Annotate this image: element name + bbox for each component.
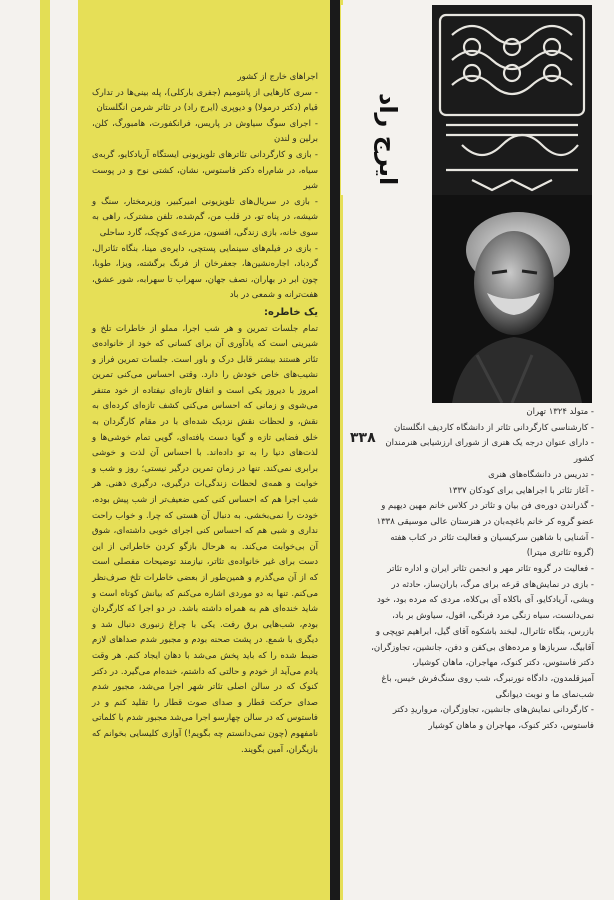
bio-item: - کارگردانی نمایش‌های جانشین، تجاوزگران، مرواریدِ دکتر فاستوس، دکتر کنوک، مهاجران و ماهان کوشیار <box>392 705 594 732</box>
memory-heading: یک خاطره: <box>264 306 318 318</box>
bio-item: - آغاز تئاتر با اجراهایی برای کودکان ۱۳۳۷ <box>448 485 594 496</box>
left-paragraph: - بازی در سریال‌های تلویزیونی امیرکبیر، وزیرمختار، سنگ و شیشه، در پناه تو، در قلب من، گم‌شده، تلفن مشترک، راهی به سوی خانه، بازی زندگی، افسون، مزرعه‌ی کوچک، گارد ساحلی <box>92 196 318 238</box>
ornament-pattern <box>432 5 592 195</box>
yellow-edge-strip <box>40 0 50 900</box>
bio-item: - دارای عنوان درجه یک هنری از شورای ارزشیابی هنرمندان کشور <box>385 438 594 465</box>
left-paragraph: - سری کارهایی از پانتومیم (جفری بارکلی)، پله بینی‌ها در تدارک قیام (دکتر درمولا) و دیوپری (ایرج راد) در تئاتر شرمن انگلستان <box>92 87 318 114</box>
right-column-text <box>368 405 594 735</box>
bio-item: - کارشناسی کارگردانی تئاتر از دانشگاه کاردیف انگلستان <box>393 422 594 433</box>
name-title: ایرج راد <box>374 92 402 185</box>
left-paragraph: اجراهای خارج از کشور <box>237 72 318 82</box>
left-paragraph: - بازی در فیلم‌های سینمایی پستچی، دایره‌ی مینا، بنگاه تئاترال، گردباد، اجاره‌نشین‌ها، جعفرخان از فرنگ برگشته، ویزا، طوبا، چون ابر در بهاران، نصف جهان، سهراب تا سهرابه، شور عشق، هفت‌ترانه و شمعی در باد <box>92 243 318 301</box>
bio-item: - بازی در نمایش‌های قرعه برای مرگ، باران‌ساز، حادثه در ویشی، آریادکایو، آی باکلاه آی بی‌کلاه، مردی که مرده بود، خود نمی‌دانست، سیاه زنگی مرد فرنگی، افول، سیاوش بر باد، بازرس، بنگاه تئاترال، لبخند باشکوه آقای گیل، ابراهیم توپچی و آقابیگ، سربازها و مرده‌های بی‌کفن و دفن، جانشین، تجاوزگران، دکتر فاستوس، دکتر کنوک، مهاجران، ماهان کوشیار، آمیزقلمدون، دادگاه نورنبرگ، شب روی سنگ‌فرش خیس، باغ شب‌نمای ما و نوبت دیوانگی <box>371 579 594 700</box>
black-divider-bar <box>330 0 340 900</box>
left-column-text <box>92 70 318 758</box>
bio-item: - تدریس در دانشگاه‌های هنری <box>488 469 594 480</box>
left-paragraph: - بازی و کارگردانی تئاترهای تلویزیونی ایستگاه آریادکایو، گربه‌ی سیاه، در شام‌راه دکتر فاستوس، نشان، کشتی نوح و در پوست شیر <box>92 149 318 192</box>
bio-item: - فعالیت در گروه تئاتر مهر و انجمن تئاتر ایران و اداره تئاتر <box>387 564 594 575</box>
bio-item: - گذراندن دوره‌ی فن بیان و تئاتر در کلاس خانم مهین دیهیم و عضو گروه کر خانم باغچه‌بان در هنرستان عالی موسیقی ۱۳۳۸ <box>376 501 594 527</box>
bio-item: - آشنایی با شاهین سرکیسیان و فعالیت تئاتر در کتاب هفته (گروه تئاتری میترا) <box>390 532 594 559</box>
memory-text: تمام جلسات تمرین و هر شب اجرا، مملو از خاطرات تلخ و شیرینی است که یادآوری آن برای کسانی که خود از خانواده‌ی تئاتر هستند بیشتر قابل درک و باور است. جلسات تمرین فراز و نشیب‌های خاص خودش را دارد. وقتی احساس می‌کنی تمرین امروز با دیروز یکی است و اتفاق تازه‌ای نیفتاده از خود متنفر می‌شوی و زمانی که احساس می‌کنی کشف تازه‌ای کرده‌ای به نقش، و لحظات نقش نزدیک شده‌ای با در مقام کارگردان به خلق فضایی تازه و گویا دست یافته‌ای، گویی تمام خوشی‌ها و لذت‌های دنیا را به تو داده‌اند. با احساس آن لذت و خوشی برابری نمی‌کند. تنها در زمان تمرین درگیر نیستی؛ روز و شب و خوابت و همه‌ی لحظات زندگی‌ات درگیری، درگیری ذهنی. هر شب اجرا هم که احساس کنی کمی ضعیف‌تر از شب پیش بوده، خودت را نمی‌بخشی. به دنبال آن هستی که چرا. و خواب راحت نداری و شبی هم که احساس کنی اجرای خوبی داشته‌ای، شوق آن بی‌خوابت می‌کند. به هرحال بازگو کردن خاطراتی از این دست برای غیر خانواده‌ی تئاتر، نیازمند توضیحات مفصلی است که از آن می‌گذرم و همین‌طور از بعضی خاطرات تلخ صرف‌نظر می‌کنم. تنها به دو موردی اشاره می‌کنم که بیانش کوتاه است و شاید خنده‌ای هم به همراه داشته باشد. در دو اجرا که کارگردان بودم، شب‌هایی برق رفت. یکی با چراغ زنبوری دنبال شد و دیگری با شمع. در پشت صحنه بودم و مجبور شدم صداهای لازم ضبط شده را که باید پخش می‌شد با دهان ایجاد کنم. هر وقت یادم می‌آید از خودم و حالتی که داشتم، خنده‌ام می‌گیرد. در دکتر کنوک که در سالن اصلی تئاتر شهر اجرا می‌شد، مجبور شدم صدای حرکت قطار و صدای صوت قطار را تقلید کنم و در فاستوس که در سالن چهارسو اجرا می‌شد مجبور شدم با کلماتی نامفهوم (چون نمی‌دانستم چه بگویم!) آوازی کلیسایی بخوانم که بازیگران، آمین بگویند. <box>92 323 318 755</box>
bio-item: - متولد ۱۳۲۴ تهران <box>526 407 594 417</box>
page-number: ۳۳۸ <box>350 430 376 446</box>
portrait-photo <box>432 195 592 403</box>
left-paragraph: - اجرای سوگ سیاوش در پاریس، فرانکفورت، هامبورگ، کلن، برلین و لندن <box>92 118 318 145</box>
